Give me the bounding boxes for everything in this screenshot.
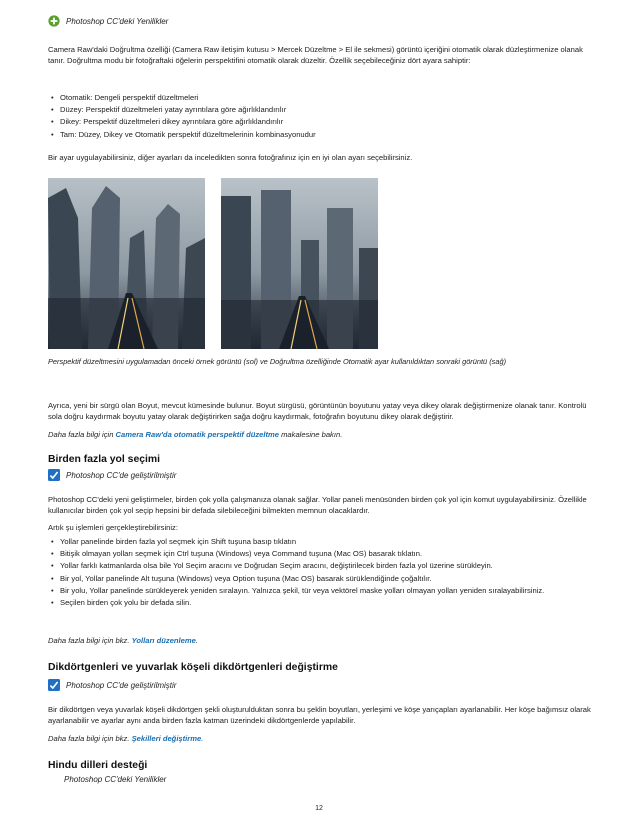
more-info-line (48, 430, 342, 439)
new-feature-badge (64, 775, 166, 784)
more-prefix: Daha fazla bilgi için (48, 430, 116, 439)
badge-label: Photoshop CC'de geliştirilmiştir (66, 470, 177, 480)
size-slider-paragraph: Ayrıca, yeni bir sürgü olan Boyut, mevcut kümesinde bulunur. Boyut sürgüsü, görüntünün boyutunu yatay veya dikey olarak değiştirmenize olanak tanır. Kontrolü sola doğru kaydırmak boyutu yatay olarak değiştirirken sağa doğru kaydırmak, fotoğrafın boyutunu dikey olarak değiştirir. (48, 401, 587, 421)
upright-link[interactable]: Camera Raw'da otomatik perspektif düzeltme (115, 430, 279, 439)
after-photo (221, 178, 378, 349)
badge-label: Photoshop CC'deki Yenilikler (64, 775, 167, 784)
more-suffix: . (201, 734, 204, 743)
more-suffix: . (195, 636, 198, 645)
more-prefix: Daha fazla bilgi için bkz. (48, 636, 132, 645)
improved-badge (48, 679, 176, 691)
badge-label: Photoshop CC'deki Yenilikler (66, 16, 169, 26)
section-heading: Birden fazla yol seçimi (48, 454, 161, 465)
list-item: • Yollar farklı katmanlarda olsa bile Yol Seçim aracını ve Doğrudan Seçim aracını, değiştirilecek birden fazla yol üzerine sürükleyin. (48, 560, 593, 572)
edit-paths-link[interactable]: Yolları düzenleme (131, 636, 196, 645)
modify-shapes-link[interactable]: Şekilleri değiştirme (131, 734, 202, 743)
section-heading: Hindu dilleri desteği (48, 760, 148, 771)
section-heading: Dikdörtgenleri ve yuvarlak köşeli dikdörtgenleri değiştirme (48, 662, 338, 673)
page-number: 12 (315, 805, 323, 812)
upright-after: Bir ayar uygulayabilirsiniz, diğer ayarları da inceledikten sonra fotoğrafınız için en iyi olan ayarı seçebilirsiniz. (48, 153, 413, 162)
list-item: • Seçilen birden çok yolu bir defada silin. (48, 597, 593, 609)
before-photo (48, 178, 205, 349)
more-suffix: makalesine bakın. (278, 430, 343, 439)
list-item: • Bir yolu, Yollar panelinde sürükleyerek yeniden sıralayın. Yalnızca şekil, tür veya vektörel maske yolları olmayan yolları yeniden sıralayabilirsiniz. (48, 585, 593, 597)
list-item: • Otomatik: Dengeli perspektif düzeltmeleri (48, 92, 593, 104)
checkmark-badge-icon (48, 469, 60, 481)
list-item: • Bir yol, Yollar panelinde Alt tuşuna (Windows) veya Option tuşuna (Mac OS) basarak sürüklendiğinde çoğaltılır. (48, 573, 593, 585)
plus-badge-icon (48, 15, 60, 27)
more-prefix: Daha fazla bilgi için bkz. (48, 734, 132, 743)
list-item: • Yollar panelinde birden fazla yol seçmek için Shift tuşuna basıp tıklatın (48, 536, 593, 548)
more-info-line (48, 734, 203, 743)
checkmark-badge-icon (48, 679, 60, 691)
list-item: • Tam: Düzey, Dikey ve Otomatik perspektif düzeltmelerinin kombinasyonudur (48, 129, 593, 141)
more-info-line (48, 636, 198, 645)
multi-path-intro: Photoshop CC'deki yeni geliştirmeler, birden çok yolla çalışmanıza olanak sağlar. Yollar paneli menüsünden birden çok yol için komut uygulayabilirsiniz. Özellikle kullanıcılar birden çok yol seçip hepsini bir defada silebileceğini bilmekten memnun olacaklardır. (48, 495, 587, 515)
upright-modes-list (48, 92, 593, 141)
multi-path-lead: Artık şu işlemleri gerçekleştirebilirsiniz: (48, 523, 178, 532)
multi-path-list (48, 536, 593, 609)
rect-body: Bir dikdörtgen veya yuvarlak köşeli dikdörtgen şekli oluşturulduktan sonra bu şeklin boyutları, yerleşimi ve köşe yarıçapları ayarlanabilir. Her köşe bağımsız olarak ayarlanabilir ve ayarlar aynı anda birden fazla katman üzerindeki dikdörtgenlerde yapılabilir. (48, 705, 591, 725)
photo-caption: Perspektif düzeltmesini uygulamadan önceki örnek görüntü (sol) ve Doğrultma özelliğinde Otomatik ayar kullanıldıktan sonraki görüntü (sağ) (48, 357, 507, 366)
new-feature-badge (48, 15, 168, 27)
list-item: • Düzey: Perspektif düzeltmeleri yatay ayrıntılara göre ağırlıklandırılır (48, 104, 593, 116)
improved-badge (48, 469, 176, 481)
badge-label: Photoshop CC'de geliştirilmiştir (66, 680, 177, 690)
upright-intro: Camera Raw'daki Doğrultma özelliği (Camera Raw iletişim kutusu > Mercek Düzeltme > El ile sekmesi) görüntü içeriğini otomatik olarak düzleştirmenize olanak tanır. Doğrultma modu bir fotoğraftaki öğelerin perspektifini otomatik olarak düzeltir. Özellik seçebileceğiniz dört ayara sahiptir: (48, 45, 583, 65)
list-item: • Bitişik olmayan yolları seçmek için Ctrl tuşuna (Windows) veya Command tuşuna (Mac OS) basarak tıklatın. (48, 548, 593, 560)
list-item: • Dikey: Perspektif düzeltmeleri dikey ayrıntılara göre ağırlıklandırılır (48, 116, 593, 128)
